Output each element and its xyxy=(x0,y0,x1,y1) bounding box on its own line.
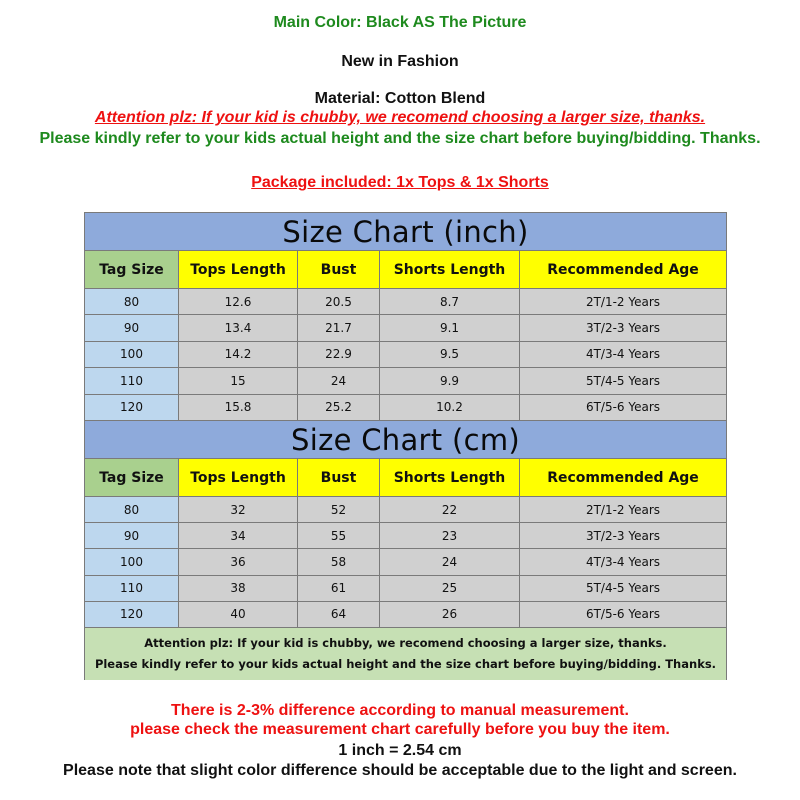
shorts-length-cell: 24 xyxy=(380,549,520,575)
tag-size-cell: 90 xyxy=(85,315,179,341)
bust-cell: 58 xyxy=(298,549,380,575)
header-bust: Bust xyxy=(298,459,380,497)
tops-length-cell: 13.4 xyxy=(179,315,298,341)
header-tag-size: Tag Size xyxy=(85,459,179,497)
tops-length-cell: 40 xyxy=(179,602,298,628)
measurement-difference-text: There is 2-3% difference according to manual measurement. xyxy=(171,702,629,719)
table-row xyxy=(85,395,726,421)
header-tag-size: Tag Size xyxy=(85,251,179,289)
bust-cell: 20.5 xyxy=(298,289,380,315)
check-chart-text: please check the measurement chart carefully before you buy the item. xyxy=(130,721,670,738)
shorts-length-cell: 9.9 xyxy=(380,368,520,394)
table-row xyxy=(85,602,726,628)
table-row xyxy=(85,549,726,575)
header-bust: Bust xyxy=(298,251,380,289)
table-row xyxy=(85,523,726,549)
shorts-length-cell: 10.2 xyxy=(380,395,520,421)
tag-size-cell: 120 xyxy=(85,395,179,421)
tag-size-cell: 110 xyxy=(85,368,179,394)
shorts-length-cell: 9.1 xyxy=(380,315,520,341)
package-included-text: Package included: 1x Tops & 1x Shorts xyxy=(251,174,549,191)
table-row xyxy=(85,342,726,368)
size-chart-inch-header-row xyxy=(85,251,726,289)
tag-size-cell: 80 xyxy=(85,289,179,315)
chart-footnote-line-1: Attention plz: If your kid is chubby, we recomend choosing a larger size, thanks. xyxy=(144,636,667,650)
bust-cell: 21.7 xyxy=(298,315,380,341)
table-row xyxy=(85,576,726,602)
tops-length-cell: 14.2 xyxy=(179,342,298,368)
chart-footnote-line-2: Please kindly refer to your kids actual height and the size chart before buying/bidding. Thanks. xyxy=(94,657,717,671)
bust-cell: 61 xyxy=(298,576,380,602)
tops-length-cell: 38 xyxy=(179,576,298,602)
chart-footnote xyxy=(85,628,726,680)
tops-length-cell: 15.8 xyxy=(179,395,298,421)
table-row xyxy=(85,368,726,394)
size-chart-cm-header-row xyxy=(85,459,726,497)
tops-length-cell: 15 xyxy=(179,368,298,394)
new-in-fashion-text: New in Fashion xyxy=(341,53,459,70)
size-chart-inch-title-text: Size Chart (inch) xyxy=(282,214,529,249)
bust-cell: 22.9 xyxy=(298,342,380,368)
tag-size-cell: 90 xyxy=(85,523,179,549)
tops-length-cell: 34 xyxy=(179,523,298,549)
shorts-length-cell: 26 xyxy=(380,602,520,628)
bust-cell: 24 xyxy=(298,368,380,394)
bust-cell: 64 xyxy=(298,602,380,628)
header-shorts-length: Shorts Length xyxy=(380,459,520,497)
shorts-length-cell: 8.7 xyxy=(380,289,520,315)
shorts-length-cell: 22 xyxy=(380,497,520,523)
table-row xyxy=(85,497,726,523)
header-recommended-age: Recommended Age xyxy=(520,251,726,289)
main-color-text: Main Color: Black AS The Picture xyxy=(273,14,527,31)
header-tops-length: Tops Length xyxy=(179,251,298,289)
recommended-age-cell: 3T/2-3 Years xyxy=(520,523,726,549)
bust-cell: 25.2 xyxy=(298,395,380,421)
tag-size-cell: 100 xyxy=(85,549,179,575)
inch-conversion-text: 1 inch = 2.54 cm xyxy=(338,742,462,759)
attention-notice: Attention plz: If your kid is chubby, we recomend choosing a larger size, thanks. xyxy=(94,109,706,126)
shorts-length-cell: 9.5 xyxy=(380,342,520,368)
recommended-age-cell: 2T/1-2 Years xyxy=(520,289,726,315)
color-difference-note: Please note that slight color difference should be acceptable due to the light and screen. xyxy=(63,762,737,779)
tag-size-cell: 120 xyxy=(85,602,179,628)
tops-length-cell: 36 xyxy=(179,549,298,575)
recommended-age-cell: 5T/4-5 Years xyxy=(520,368,726,394)
recommended-age-cell: 4T/3-4 Years xyxy=(520,549,726,575)
bust-cell: 52 xyxy=(298,497,380,523)
table-row xyxy=(85,315,726,341)
tag-size-cell: 110 xyxy=(85,576,179,602)
tag-size-cell: 100 xyxy=(85,342,179,368)
shorts-length-cell: 23 xyxy=(380,523,520,549)
size-chart-cm-title xyxy=(85,421,726,459)
size-chart-inch-title xyxy=(85,213,726,251)
recommended-age-cell: 2T/1-2 Years xyxy=(520,497,726,523)
shorts-length-cell: 25 xyxy=(380,576,520,602)
size-refer-notice: Please kindly refer to your kids actual height and the size chart before buying/bidding. Thanks. xyxy=(39,130,761,147)
recommended-age-cell: 3T/2-3 Years xyxy=(520,315,726,341)
recommended-age-cell: 5T/4-5 Years xyxy=(520,576,726,602)
size-chart-cm-title-text: Size Chart (cm) xyxy=(291,422,520,457)
size-chart xyxy=(84,212,727,680)
header-shorts-length: Shorts Length xyxy=(380,251,520,289)
recommended-age-cell: 6T/5-6 Years xyxy=(520,395,726,421)
recommended-age-cell: 4T/3-4 Years xyxy=(520,342,726,368)
tag-size-cell: 80 xyxy=(85,497,179,523)
tops-length-cell: 32 xyxy=(179,497,298,523)
header-recommended-age: Recommended Age xyxy=(520,459,726,497)
header-tops-length: Tops Length xyxy=(179,459,298,497)
material-text: Material: Cotton Blend xyxy=(314,90,486,107)
recommended-age-cell: 6T/5-6 Years xyxy=(520,602,726,628)
tops-length-cell: 12.6 xyxy=(179,289,298,315)
bust-cell: 55 xyxy=(298,523,380,549)
table-row xyxy=(85,289,726,315)
